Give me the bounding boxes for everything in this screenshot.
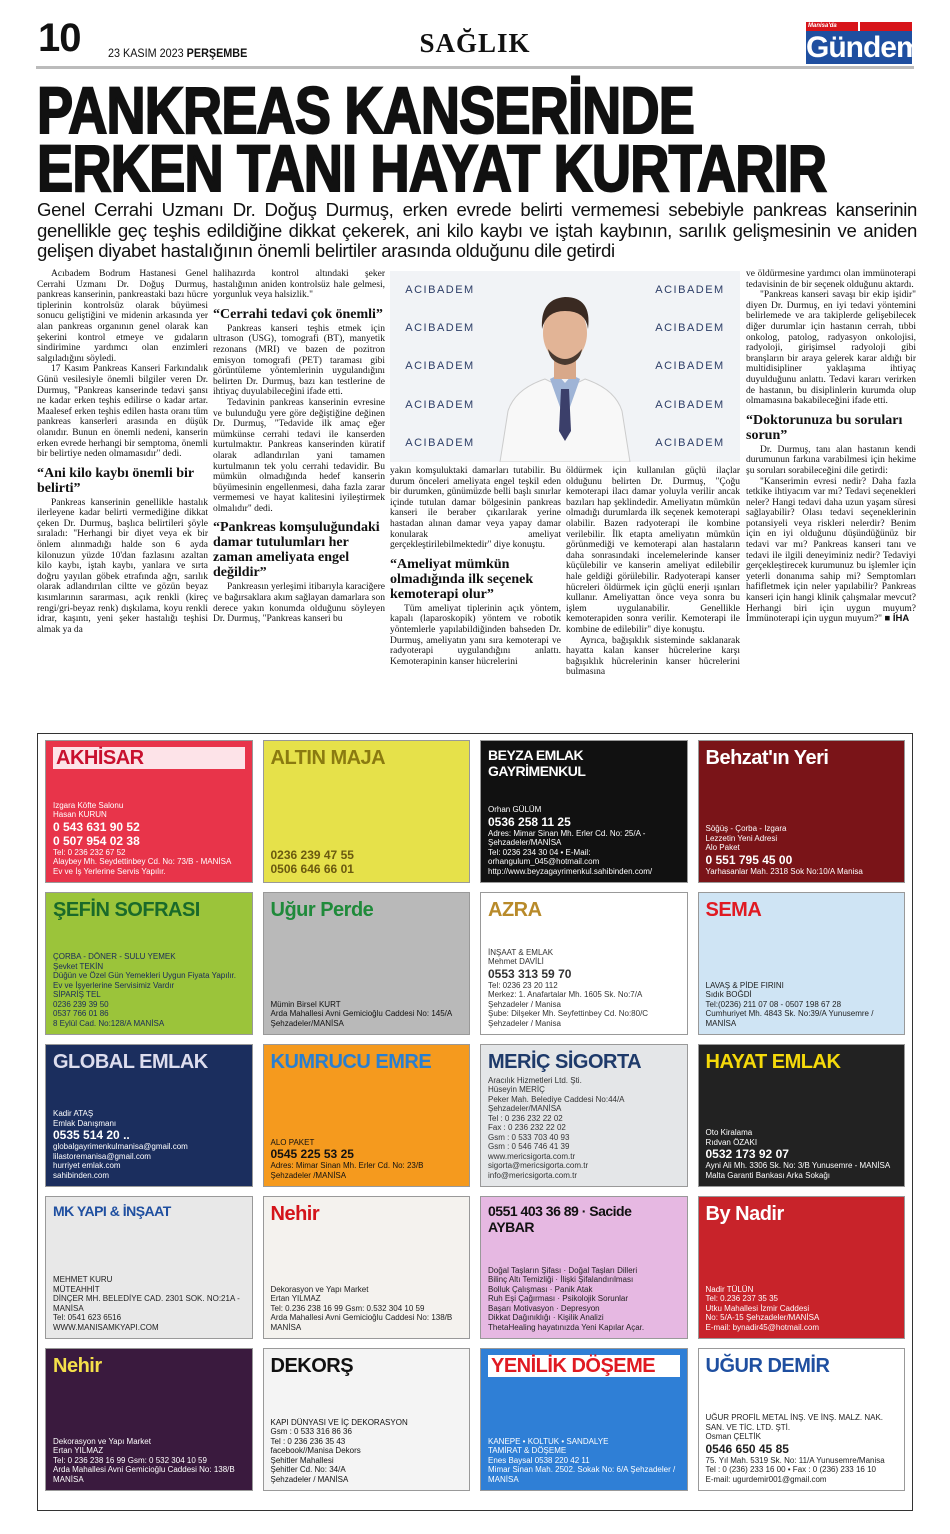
advertisement-line: Enes Baysal 0538 220 42 11	[488, 1455, 590, 1465]
advertiser-name: AZRA	[488, 899, 542, 921]
advertisement-line: Şehzadeler/MANİSA	[270, 1018, 344, 1028]
advertisement-line: Malta Garanti Bankası Arka Sokağı	[705, 1170, 831, 1180]
article-subheading	[37, 466, 208, 496]
advertisement-line: Izgara Köfte Salonu	[53, 800, 124, 810]
advertisement-details	[53, 1109, 245, 1180]
advertisement-line: Ruh Eşi Çağırması · Psikolojik Sorunlar	[488, 1294, 629, 1303]
advertisement-line: Şehitler Cd. No: 34/A	[270, 1465, 346, 1474]
date-text: 23 KASIM 2023	[108, 46, 184, 60]
advertisement-line: LAVAŞ & PİDE FIRINI	[705, 980, 784, 990]
advertisement-line: Şevket TEKİN	[53, 961, 104, 971]
advertisement-line: 0553 313 59 70	[488, 966, 572, 981]
advertiser-name: BEYZA EMLAK GAYRİMENKUL	[488, 747, 586, 779]
paragraph-text: Pankreas kanserinin genellikle hastalık ilerleyene kadar belirti vermediğine dikkat çeken Dr. Durmuş, başlıca belirtileri şöyle sıraladı: "Herhangi bir diyet veya ek bir önlem alınmadığı halde son 6 ayda kilonuzun yüzde 10'dan fazlasını azaltan kilo kaybı, iştah kaybı, yanlara ve sırta doğru yayılan göbek etrafında ağrı, sarılık olarak adlandırılan ciltte ve gözün beyaz kısımlarının sararması, açık renkli (kireç rengi/gri-beyaz renk) dışkılama, koyu renkli idrar, kaşıntı, yeni şeker hastalığı teşhisi almak ya da	[37, 497, 208, 635]
article-paragraph	[746, 269, 916, 290]
paragraph-text: “Pankreas komşuluğundaki damar tutulumları her zaman ameliyata engel değildir”	[213, 520, 380, 581]
advertisement-line: Adres: Mimar Sinan Mh. Erler Cd. No: 25/A - Şehzadeler/MANİSA	[488, 828, 646, 847]
advertisement-line: Mehmet DAVİLİ	[488, 957, 544, 966]
news-agency-credit: ■ İHA	[884, 613, 910, 625]
advertisement-details	[53, 801, 245, 877]
advertisement-card	[698, 1348, 906, 1491]
page-number: 10	[38, 16, 81, 60]
advertisement-line: WWW.MANISAMKYAPI.COM	[53, 1322, 159, 1332]
headline-line-2: ERKEN TANI HAYAT KURTARIR	[37, 131, 827, 205]
paragraph-text: “Cerrahi tedavi çok önemli”	[213, 306, 383, 322]
headline-line-1: PANKREAS KANSERİNDE	[37, 73, 694, 147]
advertisement-line: globalgayrimenkulmanisa@gmail.com	[53, 1142, 188, 1151]
advertisement-line: Mümin Birsel KURT	[270, 999, 341, 1009]
article-paragraph	[746, 477, 916, 625]
backdrop-logo-text: ACIBADEM	[405, 284, 475, 297]
advertiser-name: HAYAT EMLAK	[705, 1051, 841, 1073]
paragraph-text: “Ani kilo kaybı önemli bir belirti”	[37, 465, 194, 496]
advertisement-line: 8 Eylül Cad. No:128/A MANİSA	[53, 1018, 165, 1028]
paragraph-text: halihazırda kontrol altındaki şeker hastalığının aniden kontrolsüz hale gelmesi, yorgunluk veya halsizlik."	[213, 269, 385, 301]
advertiser-name: GLOBAL EMLAK	[53, 1051, 208, 1073]
advertisement-line: 0546 650 45 85	[705, 1441, 789, 1456]
advertisement-line: KAPI DÜNYASI VE İÇ DEKORASYON	[270, 1417, 408, 1427]
advertisement-card	[698, 892, 906, 1035]
advertisement-line: 0506 646 66 01	[270, 862, 354, 876]
header-divider	[36, 66, 914, 69]
advertisement-line: sigorta@mericsigorta.com.tr	[488, 1161, 589, 1170]
advertisement-line: 0236 239 39 50	[53, 999, 109, 1009]
advertisement-line: Arda Mahallesi Avni Gemicioğlu Caddesi No: 138/B MANİSA	[53, 1465, 235, 1484]
advertisement-line: 0 551 795 45 00	[705, 852, 793, 867]
backdrop-logo-text: ACIBADEM	[405, 360, 475, 373]
advertisement-card	[45, 1348, 253, 1491]
advertisement-line: Düğün ve Özel Gün Yemekleri Uygun Fiyata Yapılır.	[53, 971, 236, 980]
advertisement-line: Kadir ATAŞ	[53, 1109, 94, 1118]
advertisement-line: Yarhasanlar Mah. 2318 Sok No:10/A Manisa	[705, 866, 863, 876]
advertisement-line: Gsm : 0 533 703 40 93	[488, 1132, 570, 1142]
advertisement-line: Cumhuriyet Mh. 4843 Sk. No:39/A Yunusemre / MANİSA	[705, 1009, 874, 1028]
advertisement-line: Gsm : 0 533 316 86 36	[270, 1427, 352, 1436]
advertisement-card	[263, 1196, 471, 1339]
backdrop-logo-text: ACIBADEM	[655, 360, 725, 373]
advertisement-details	[706, 824, 898, 876]
paragraph-text: Pankreasın yerleşimi itibarıyla karaciğere ve bağırsaklara akım sağlayan damarlara son derece yakın konumda olduğunu söyleyen Dr. Durmuş, "Pankreas kanseri bu	[213, 582, 386, 625]
advertisement-line: 0537 766 01 86	[53, 1009, 109, 1018]
article-paragraph	[746, 290, 916, 407]
article-paragraph	[213, 398, 385, 515]
advertisement-line: http://www.beyzagayrimenkul.sahibinden.com/	[488, 866, 653, 876]
advertisement-card	[480, 740, 688, 883]
advertisement-line: Ev ve İşyerlerine Servisimiz Vardır	[53, 980, 175, 990]
backdrop-logo-text: ACIBADEM	[655, 284, 725, 297]
logo-main-text: Gündem	[806, 31, 922, 64]
advertisement-card	[263, 740, 471, 883]
article-subheading	[746, 413, 916, 443]
advertisement-line: MEHMET KURU	[53, 1275, 113, 1284]
advertisement-line: Şehzadeler / MANİSA	[270, 1474, 349, 1484]
advertisement-line: Dikkat Dağınıklığı · Kişilik Analizi	[488, 1313, 604, 1322]
advertisement-line: Nadir TÜLÜN	[705, 1284, 754, 1294]
advertisement-details	[271, 1285, 463, 1333]
advertisement-details	[706, 1413, 898, 1484]
advertiser-name: Nehir	[53, 1355, 102, 1377]
advertisement-line: Bolluk Çalışması · Panik Atak	[488, 1284, 593, 1294]
advertisement-line: Şehzadeler /MANİSA	[270, 1170, 347, 1180]
issue-date	[108, 46, 247, 60]
advertisement-details	[488, 948, 680, 1029]
advertisement-details	[271, 1000, 463, 1029]
advertisement-line: Oto Kiralama	[705, 1128, 753, 1137]
backdrop-logo-text: ACIBADEM	[655, 322, 725, 335]
advertisement-line: TAMİRAT & DÖŞEME	[488, 1446, 567, 1455]
article-paragraph	[37, 364, 208, 459]
article-subheading	[390, 557, 561, 602]
advertisement-line: 0536 258 11 25	[488, 814, 571, 829]
advertisement-line: Arda Mahallesi Avni Gemicioğlu Caddesi No: 138/B MANİSA	[270, 1313, 453, 1332]
advertiser-name: 0551 403 36 89 · Sacide AYBAR	[488, 1203, 632, 1235]
newspaper-logo	[806, 22, 922, 64]
advertisement-line: E-mail: ugurdemir001@gmail.com	[705, 1474, 827, 1484]
advertisement-card	[45, 1044, 253, 1187]
advertisement-line: SİPARİŞ TEL	[53, 990, 101, 999]
advertisement-card	[45, 1196, 253, 1339]
paragraph-text: Tedavinin pankreas kanserinin evresine ve bulunduğu yere göre değiştiğine değinen Dr. Durmuş, "Tedavide ilk amaç eğer mümkünse cerrahi tedavi ile kanserden kurtulmaktır. Pankreas kanserinden küratif olarak adlandırılan yani tamamen kurtulmanın tek yolu cerrahi tedavidir. Bu mümkün olmadığında hedef kanserin büyümesinin engellenmesi, daha fazla zarar vermemesi ve hayat kalitesini iyileştirmek olmalıdır" dedi.	[213, 397, 385, 514]
paragraph-text: Dr. Durmuş, tanı alan hastanın kendi durumunun farkına varabilmesi için hekime şu soruları sorabileceğini dile getirdi:	[746, 444, 916, 476]
advertisement-line: Rıdvan ÖZAKI	[705, 1137, 758, 1147]
advertisement-details	[488, 1266, 680, 1333]
article-paragraph	[213, 582, 385, 624]
article-paragraph	[213, 324, 385, 398]
advertisement-details	[271, 1138, 463, 1181]
advertisement-line: Osman ÇELTİK	[705, 1432, 761, 1441]
article-paragraph	[390, 466, 561, 551]
advertisement-details	[488, 1437, 680, 1485]
advertiser-name: ALTIN MAJA	[270, 747, 386, 769]
advertisement-line: Tel: 0.236 238 16 99 Gsm: 0.532 304 10 59	[270, 1303, 425, 1313]
advertisement-card	[263, 1348, 471, 1491]
advertisement-line: 75. Yıl Mah. 5319 Sk. No: 11/A Yunusemre/Manisa	[705, 1455, 885, 1465]
advertisement-card	[698, 740, 906, 883]
advertisement-line: Tel : 0 236 232 22 02	[488, 1113, 563, 1123]
advertisement-line: Bilinç Altı Temizliği · İlişki Şifalandırılması	[488, 1275, 634, 1284]
advertisement-line: Tel: 0.236 237 35 35	[705, 1294, 779, 1303]
logo-top-bar	[860, 22, 912, 31]
advertiser-name: Uğur Perde	[270, 899, 374, 921]
advertisement-line: ALO PAKET	[270, 1137, 315, 1147]
advertiser-name: Behzat'ın Yeri	[705, 747, 829, 769]
paragraph-text: 17 Kasım Pankreas Kanseri Farkındalık Günü vesilesiyle önemli bilgiler veren Dr. Durmuş, "Pankreas kanserinde tedavi şansı ne kadar erken teşhis edilirse o kadar artar. Maalesef erken teşhis edilen hasta oranı tüm pankreas kanserleri arasında en düşük olanıdır. Bunun en önemli nedeni, kanserin erken evrede herhangi bir semptoma, önemli bir belirtiye neden olmamasıdır" dedi.	[37, 364, 208, 460]
article-subheading	[213, 520, 385, 580]
paragraph-text: yakın komşuluktaki damarları tutabilir. Bu durum önceleri ameliyata engel teşkil eden bir durumken, günümüzde belli başlı sınırlar içinde tutulan damar bölgesinin pankreas kanseri ile beraber çıkarılarak yerine hastadan alınan damar veya yapay damar konularak ameliyat gerçekleştirilebilmektedir" diye konuştu.	[390, 466, 561, 551]
advertisement-line: Arda Mahallesi Avni Gemicioğlu Caddesi No: 145/A	[270, 1009, 453, 1018]
advertisement-line: Ayni Ali Mh. 3306 Sk. No: 3/B Yunusemre - MANİSA	[705, 1161, 891, 1170]
paragraph-text: Ayrıca, bağışıklık sisteminde saklanarak hayatta kalan kanser hücrelerine karşı bağışıklık hücrelerinin kanser hücrelerini bulmasına	[566, 635, 740, 678]
advertiser-name: MERİÇ SİGORTA	[488, 1051, 642, 1073]
advertisement-line: Ertan YILMAZ	[53, 1446, 104, 1455]
advertisement-line: Başarı Motivasyon · Depresyon	[488, 1303, 600, 1313]
advertisement-card	[480, 1196, 688, 1339]
backdrop-logo-text: ACIBADEM	[405, 398, 475, 411]
advertisement-line: info@mericsigorta.com.tr	[488, 1170, 578, 1180]
advertisement-line: Alo Paket	[705, 843, 740, 852]
article-column-5	[746, 269, 916, 625]
article-paragraph	[213, 269, 385, 301]
article-paragraph	[37, 498, 208, 636]
advertisement-line: www.mericsigorta.com.tr	[488, 1151, 576, 1161]
weekday: PERŞEMBE	[186, 46, 248, 60]
advertisement-card	[263, 1044, 471, 1187]
advertisement-line: Dekorasyon ve Yapı Market	[270, 1284, 369, 1294]
advertisement-line: Sıdık BOĞDİ	[705, 990, 752, 999]
advertisement-details	[53, 952, 245, 1028]
advertisement-details	[271, 848, 463, 876]
advertisement-line: 0236 239 47 55	[270, 848, 354, 862]
article-paragraph	[566, 636, 740, 678]
advertisement-line: KANEPE • KOLTUK • SANDALYE	[488, 1436, 609, 1446]
advertiser-name: By Nadir	[705, 1203, 784, 1225]
advertisement-line: Ertan YILMAZ	[270, 1294, 321, 1303]
backdrop-logo-text: ACIBADEM	[655, 398, 725, 411]
advertisement-line: Tel:(0236) 211 07 08 - 0507 198 67 28	[705, 999, 842, 1009]
advertisement-card	[480, 892, 688, 1035]
doctor-figure-icon	[490, 271, 640, 462]
advertisement-line: Tel: 0236 23 20 112	[488, 980, 558, 990]
paragraph-text: Tüm ameliyat tiplerinin açık yöntem, kapalı (laparoskopik) yöntem ve robotik yöntemlerle yapılabildiğinden bahseden Dr. Durmuş, ameliyatın yanı sıra kemoterapi ve radyoterapi uygulandığını anlattı. Kemoterapinin kanser hücrelerini	[390, 603, 561, 667]
advertisement-line: Adres: Mimar Sinan Mh. Erler Cd. No: 23/B	[270, 1161, 424, 1170]
advertisement-line: Hüseyin MERİÇ	[488, 1085, 545, 1094]
article-column-4	[566, 466, 740, 678]
advertisement-line: Fax : 0 236 232 22 02	[488, 1123, 566, 1132]
advertisement-line: Hasan KURUN	[53, 810, 107, 819]
advertisement-line: Ev ve İş Yerlerine Servis Yapılır.	[53, 866, 166, 876]
advertiser-name: DEKORŞ	[270, 1355, 354, 1377]
advertisement-line: Tel: 0 236 232 67 52	[53, 847, 126, 857]
paragraph-text: "Pankreas kanseri savaşı bir ekip işidir" diyen Dr. Durmuş, en iyi tedavi yöntemini belirlemede ve ara takiplerde gelişebilecek diğer durumlar için hastanın cerrah, tıbbi onkolog, patolog, radyasyon onkolojisi, radyoloji, girişimsel radyoloji gibi branşların bir araya gelerek karar aldığı bir multidisipliner yaklaşıma ihtiyaç duyulduğunu anlattı. Tedavi kararı verirken de hastanın, bu disiplinlerin kurumda olup olmamasına bakabileceğini ifade etti.	[746, 290, 916, 407]
advertisement-line: ÇORBA - DÖNER - SULU YEMEK	[53, 952, 176, 961]
advertisement-card	[698, 1044, 906, 1187]
advertisement-line: Lezzetin Yeni Adresi	[705, 833, 778, 843]
advertisement-details	[53, 1437, 245, 1485]
advertisement-line: Merkez: 1. Anafartalar Mh. 1605 Sk. No:7/A Şehzadeler / Manisa	[488, 990, 642, 1009]
advertisement-line: İNŞAAT & EMLAK	[488, 947, 554, 957]
advertisement-details	[706, 1128, 898, 1180]
backdrop-logo-text: ACIBADEM	[405, 436, 475, 449]
backdrop-logo-text: ACIBADEM	[405, 322, 475, 335]
advertisement-line: Mimar Sinan Mah. 2502. Sokak No: 6/A Şehzadeler / MANİSA	[488, 1465, 676, 1484]
article-paragraph	[566, 466, 740, 636]
doctor-photo	[390, 271, 740, 462]
advertisement-line: Orhan GÜLÜM	[488, 805, 542, 814]
advertisement-line: Aracılık Hizmetleri Ltd. Şti.	[488, 1075, 582, 1085]
article-paragraph	[37, 269, 208, 364]
article-column-2	[213, 269, 385, 625]
advertisement-card	[698, 1196, 906, 1339]
advertiser-name: MK YAPI & İNŞAAT	[53, 1203, 171, 1219]
sponsor-backdrop-left	[390, 271, 490, 462]
advertisement-details	[706, 981, 898, 1029]
advertisement-line: 0 507 954 02 38	[53, 833, 140, 848]
paragraph-text: "Kanserimin evresi nedir? Daha fazla tetkike ihtiyacım var mı? Tedavi seçenekleri neler? Hangi tedavi daha uzun yaşam süresi sağlayabilir? Olası tedavi seçeneklerinin potansiyeli veya riskleri nelerdir? Benim için en iyi olduğunu düşündüğünüz bir tedavi var mı? Pankreas kanseri tanı ve tedavi ile ilgili deneyiminiz nedir? Tedaviyi gerçekleştirecek kurumunuz bu işlemler için yeterli donanıma sahip mi? Semptomları hafifletmek için neler yapılabilir? Pankreas kanseri için hangi klinik çalışmalar mevcut? Herhangi biri için uygun muyum? İmmünoterapi için uygun muyum?"	[746, 476, 916, 625]
advertiser-name: KUMRUCU EMRE	[270, 1051, 432, 1073]
advertisement-details	[53, 1275, 245, 1332]
advertisement-line: E-mail: bynadir45@hotmail.com	[705, 1322, 819, 1332]
advertisement-line: MÜTEAHHİT	[53, 1284, 100, 1294]
advertisement-line: No: 5/A-15 Şehzadeler/MANİSA	[705, 1313, 820, 1322]
advertiser-name: Nehir	[270, 1203, 320, 1225]
advertisement-grid	[37, 733, 913, 1511]
advertisement-line: ThetaHealing hayatınızda Yeni Kapılar Açar.	[488, 1322, 645, 1332]
advertiser-name: YENİLİK DÖŞEME	[488, 1355, 680, 1377]
article-paragraph	[390, 604, 561, 668]
article-column-3	[390, 466, 561, 667]
advertiser-name: ŞEFİN SOFRASI	[53, 899, 200, 921]
section-title: SAĞLIK	[419, 28, 531, 58]
advertisement-line: 0 543 631 90 52	[53, 819, 140, 834]
advertisement-line: Şube: Dilşeker Mh. Seyfettinbey Cd. No:80/C Şehzadeler / Manisa	[488, 1009, 649, 1028]
advertisement-line: 0545 225 53 25	[270, 1147, 354, 1161]
logo-top-text: Manisa'da	[806, 22, 858, 31]
advertisement-line: facebook//Manisa Dekors	[270, 1446, 361, 1455]
advertisement-card	[45, 740, 253, 883]
sponsor-backdrop-right	[640, 271, 740, 462]
advertisement-line: UĞUR PROFİL METAL İNŞ. VE İNŞ. MALZ. NAK. SAN. VE TİC. LTD. ŞTİ.	[705, 1413, 884, 1432]
paragraph-text: “Doktorunuza bu soruları sorun”	[746, 412, 903, 443]
advertisement-details	[706, 1285, 898, 1333]
advertisement-line: DİNÇER MH. BELEDİYE CAD. 2301 SOK. NO:21A - MANİSA	[53, 1294, 240, 1313]
advertiser-name: AKHİSAR	[53, 747, 245, 769]
advertisement-line: Doğal Taşların Şifası · Doğal Taşları Dilleri	[488, 1265, 638, 1275]
advertiser-name: SEMA	[705, 899, 762, 921]
paragraph-text: öldürmek için kullanılan güçlü ilaçlar olduğunu belirten Dr. Durmuş, "Çoğu kemoterapi ilacı damar yoluyla verilir ancak bazıları hap şeklindedir. Ameliyatın mümkün olmadığı durumlarda ilk seçenek kemoterapi olabilir. Bazen radyoterapi ile kombine verilebilir. İlk etapta ameliyatın mümkün görünmediği ve kemoterapi alan hastaların daha sonrasındaki incelemelerinde kanser küçülebilir ve kanserin ameliyat edilebilir hale geldiği görülebilir. Radyoterapi kanser hücreleri öldürmek için güçlü enerji ışınları kullanır. Ameliyattan önce veya sonra bu işlem uygulanabilir. Genellikle kemoterapiden sonra verilir. Kemoterapi ile kombine de edilebilir" diye konuştu.	[566, 466, 740, 635]
paragraph-text: Pankreas kanseri teşhis etmek için ultrason (USG), tomografi (BT), manyetik rezonans (MRI) ve bazen de pozitron emisyon tomografi (PET) taraması gibi görüntüleme yöntemlerinin uygulandığını belirten Dr. Durmuş, bazı kan testlerine de ihtiyaç duyulabileceğini ifade etti.	[213, 323, 385, 398]
advertisement-line: Dekorasyon ve Yapı Market	[53, 1436, 151, 1446]
advertisement-line: Tel : 0 (236) 233 16 00 • Fax : 0 (236) 233 16 10	[705, 1465, 876, 1474]
advertisement-line: Emlak Danışmanı	[53, 1118, 117, 1128]
advertisement-line: Şehitler Mahallesi	[270, 1455, 334, 1465]
advertisement-line: sahibinden.com	[53, 1170, 110, 1180]
article-column-1	[37, 269, 208, 635]
advertisement-line: Tel: 0541 623 6516	[53, 1313, 122, 1322]
advertisement-line: Söğüş - Çorba - Izgara	[705, 824, 787, 833]
advertisement-line: hurriyet emlak.com	[53, 1161, 121, 1170]
advertisement-card	[480, 1348, 688, 1491]
article-paragraph	[746, 445, 916, 477]
advertisement-line: Tel : 0 236 236 35 43	[270, 1436, 346, 1446]
paragraph-text: ve öldürmesine yardımcı olan immünoterapi tedavisinin de bir seçenek olduğunu aktardı.	[746, 269, 916, 290]
paragraph-text: “Ameliyat mümkün olmadığında ilk seçenek kemoterapi olur”	[390, 556, 534, 602]
advertisement-card	[45, 892, 253, 1035]
advertisement-details	[271, 1418, 463, 1485]
advertisement-line: 0535 514 20 ..	[53, 1128, 130, 1142]
article-subtitle: Genel Cerrahi Uzmanı Dr. Doğuş Durmuş, erken evrede belirti vermemesi sebebiyle pankreas kanserinin genellikle geç teşhis edildiğine dikkat çekerek, ani kilo kaybı ve iştah kaybının, sarılık gelişmesinin ve aniden gelişen diyabet hastalığının önemli belirtiler arasında olduğunu dile getirdi	[37, 199, 917, 261]
advertisement-card	[480, 1044, 688, 1187]
advertisement-details	[488, 805, 680, 876]
paragraph-text: Acıbadem Bodrum Hastanesi Genel Cerrahi Uzmanı Dr. Doğuş Durmuş, pankreas kanserinin, pankreastaki bazı hücre tiplerinin kontrolsüz olarak büyümesi sonucu geliştiğini ve midenin arkasında yer alan pankreas organının genel olarak kan şekerini kontrol etmeye ve gıdaların sindirimine yardımcı olan enzimleri salgıladığını söyledi.	[37, 269, 208, 364]
advertiser-name: UĞUR DEMİR	[705, 1355, 830, 1377]
article-subheading	[213, 307, 385, 322]
advertisement-line: Tel: 0236 234 30 04 • E-Mail: orhangulum_045@hotmail.com	[488, 847, 600, 866]
advertisement-line: Alaybey Mh. Seydettinbey Cd. No: 73/B - MANİSA	[53, 857, 232, 866]
advertisement-card	[263, 892, 471, 1035]
advertisement-line: Gsm : 0 546 746 41 39	[488, 1142, 570, 1151]
advertisement-line: Tel: 0 236 238 16 99 Gsm: 0 532 304 10 59	[53, 1455, 207, 1465]
advertisement-line: 0532 173 92 07	[705, 1147, 789, 1161]
backdrop-logo-text: ACIBADEM	[655, 436, 725, 449]
advertisement-details	[488, 1076, 680, 1181]
advertisement-line: Peker Mah. Belediye Caddesi No:44/A Şehzadeler/MANİSA	[488, 1094, 625, 1113]
advertisement-line: Utku Mahallesi İzmir Caddesi	[705, 1303, 810, 1313]
advertisement-line: lilastoremanisa@gmail.com	[53, 1151, 151, 1161]
